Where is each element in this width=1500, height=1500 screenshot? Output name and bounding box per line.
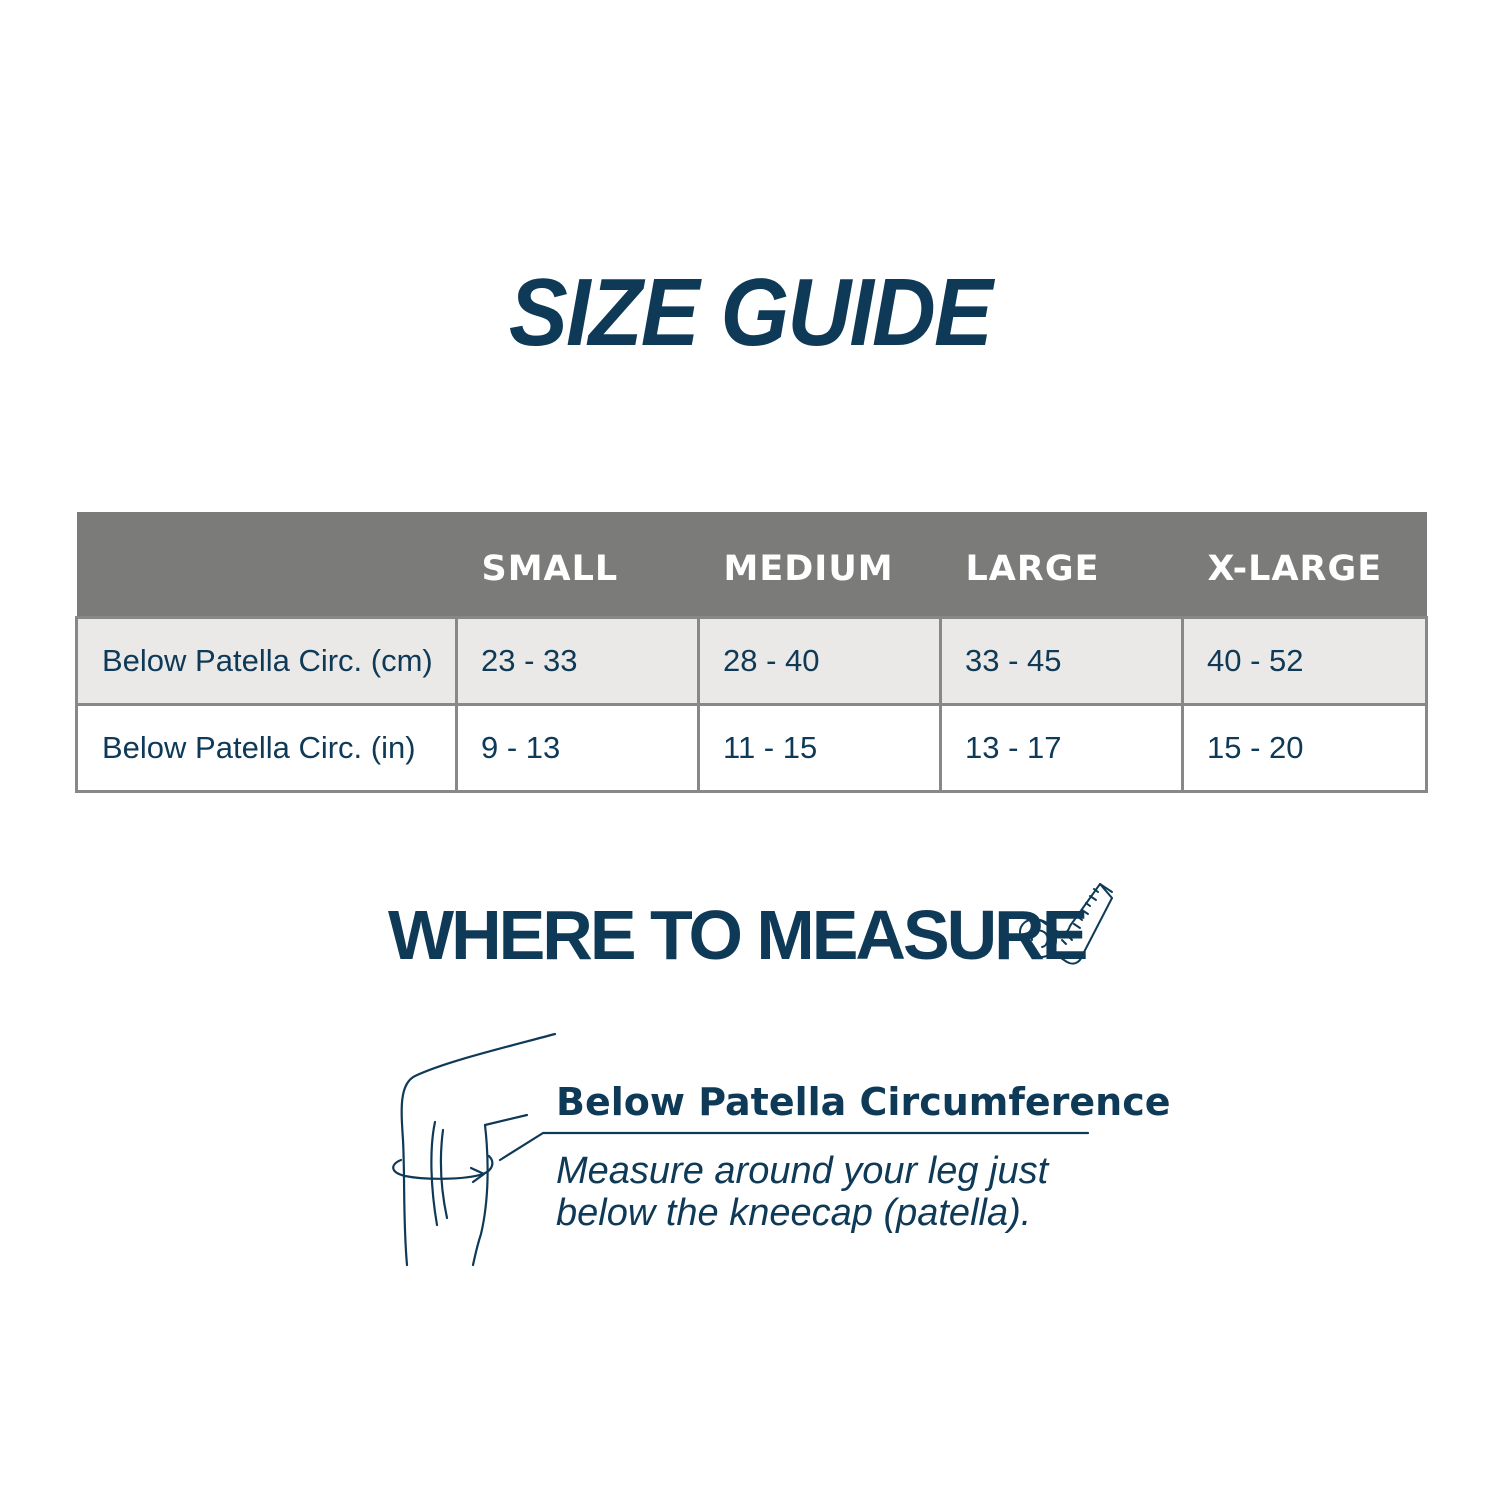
size-table <box>75 512 1428 793</box>
table-row-in <box>77 705 1427 792</box>
table-cell: 23 - 33 <box>457 618 699 705</box>
table-cell: 11 - 15 <box>699 705 941 792</box>
table-cell: 33 - 45 <box>941 618 1183 705</box>
header-cell-small: SMALL <box>457 512 699 618</box>
header-cell-empty <box>77 512 457 618</box>
measure-label: Below Patella Circumference <box>556 1080 1171 1124</box>
header-cell-large: LARGE <box>941 512 1183 618</box>
measure-description: Measure around your leg just below the kneecap (patella). <box>556 1150 1049 1234</box>
table-row-cm <box>77 618 1427 705</box>
page-title: SIZE GUIDE <box>508 259 992 366</box>
row-label: Below Patella Circ. (in) <box>77 705 457 792</box>
table-cell: 13 - 17 <box>941 705 1183 792</box>
table-cell: 28 - 40 <box>699 618 941 705</box>
measuring-tape-icon <box>1012 880 1122 975</box>
header-cell-x-large: X-LARGE <box>1183 512 1427 618</box>
row-label: Below Patella Circ. (cm) <box>77 618 457 705</box>
table-cell: 40 - 52 <box>1183 618 1427 705</box>
table-cell: 9 - 13 <box>457 705 699 792</box>
header-cell-medium: MEDIUM <box>699 512 941 618</box>
table-cell: 15 - 20 <box>1183 705 1427 792</box>
table-header-row <box>77 512 1427 618</box>
measure-heading: WHERE TO MEASURE <box>388 896 1086 974</box>
